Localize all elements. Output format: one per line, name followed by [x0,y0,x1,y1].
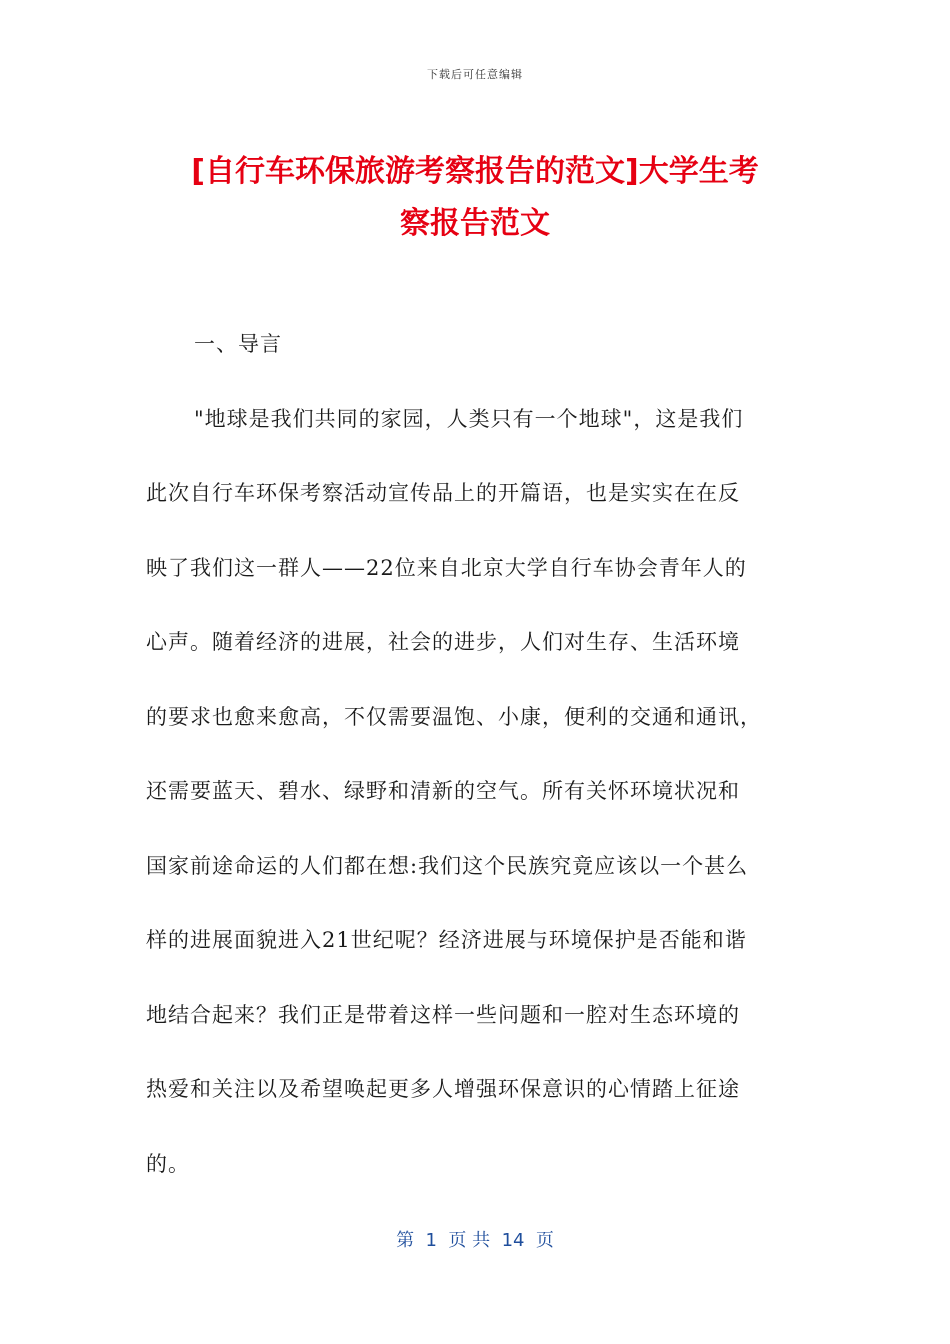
paragraph-line: 样的进展面貌进入21世纪呢？经济进展与环境保护是否能和谐 [146,928,747,952]
paragraph-line: "地球是我们共同的家园，人类只有一个地球"，这是我们 [194,406,744,431]
paragraph-line: 心声。随着经济的进展，社会的进步，人们对生存、生活环境 [146,630,740,654]
paragraph-line: 的要求也愈来愈高，不仅需要温饱、小康，便利的交通和通讯， [146,704,762,729]
title-line-2: 察报告范文 [400,206,550,241]
paragraph-line: 热爱和关注以及希望唤起更多人增强环保意识的心情踏上征途 [146,1077,740,1101]
body-text [146,324,806,1218]
section-heading: 一、导言 [194,332,282,356]
paragraph-line: 的。 [146,1151,190,1176]
paragraph-line: 国家前途命运的人们都在想:我们这个民族究竟应该以一个甚么 [146,853,749,878]
header-note: 下载后可任意编辑 [427,68,523,81]
paragraph-line: 地结合起来？我们正是带着这样一些问题和一腔对生态环境的 [146,1002,740,1027]
document-title [120,146,830,250]
paragraph-line: 还需要蓝天、碧水、绿野和清新的空气。所有关怀环境状况和 [146,779,740,803]
paragraph-line: 映了我们这一群人——22位来自北京大学自行车协会青年人的 [146,555,747,580]
paragraph-line: 此次自行车环保考察活动宣传品上的开篇语，也是实实在在反 [146,481,740,505]
page-number-footer: 第 1 页 共 14 页 [396,1230,554,1251]
title-line-1: [自行车环保旅游考察报告的范文]大学生考 [191,154,759,189]
